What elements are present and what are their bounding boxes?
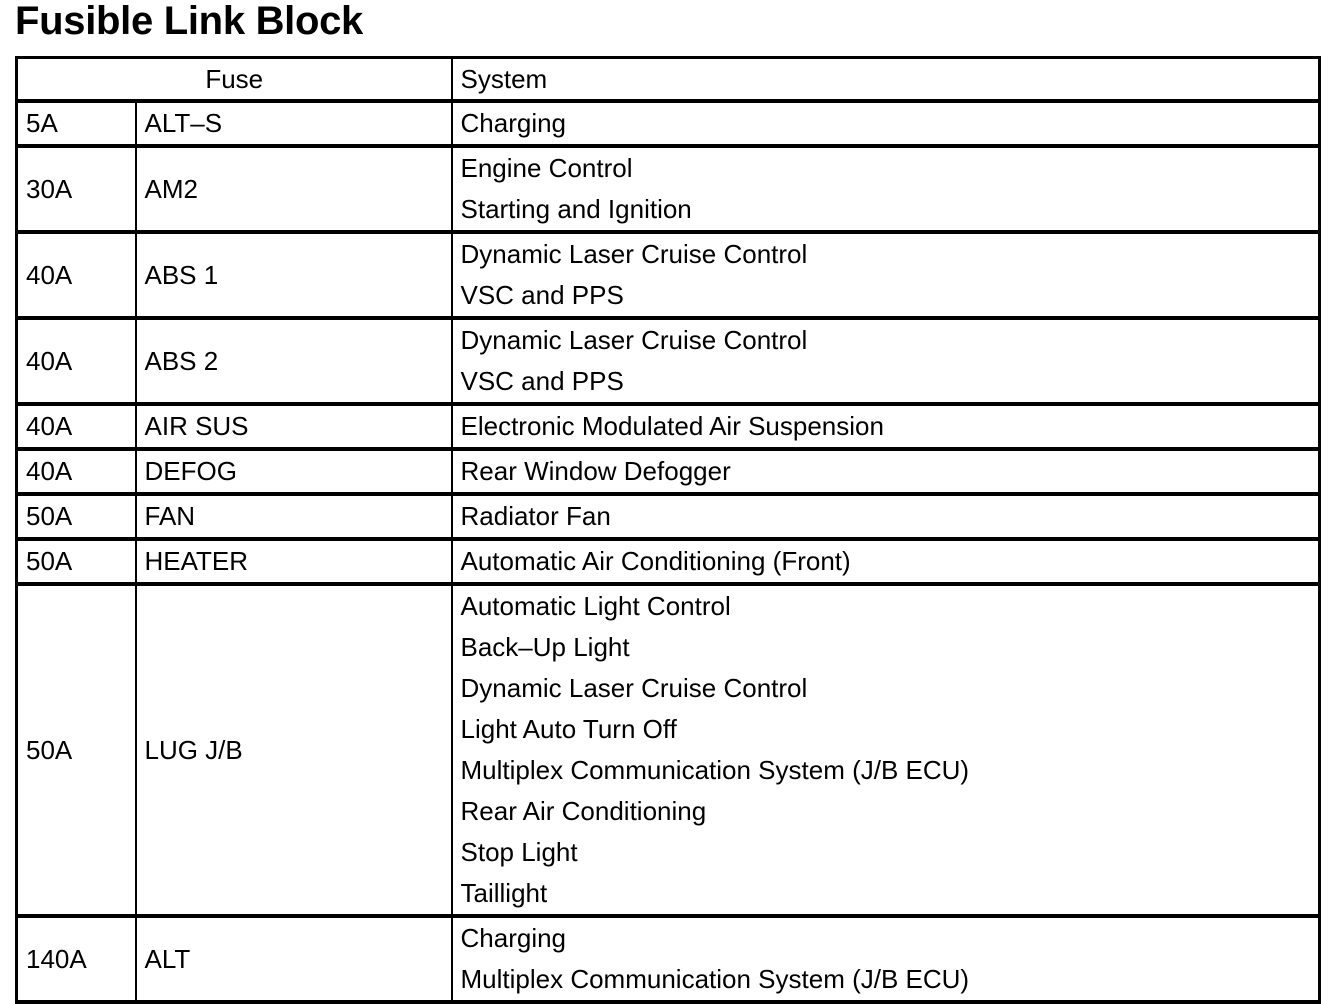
system-cell [452,404,1320,449]
system-item: Light Auto Turn Off [460,714,677,744]
table-row [17,584,1320,916]
system-item: Multiplex Communication System (J/B ECU) [460,755,970,785]
system-cell [452,232,1320,318]
table-row [17,539,1320,584]
system-cell [452,584,1320,916]
fuse-amperage-cell: 50A [17,584,136,916]
system-cell [452,146,1320,232]
system-item: Back–Up Light [460,632,630,662]
system-item: Stop Light [460,837,578,867]
table-row [17,494,1320,539]
system-item: VSC and PPS [460,280,624,310]
fuse-amperage-cell: 140A [17,916,136,1002]
table-row [17,101,1320,146]
table-row [17,318,1320,404]
fuse-amperage-cell: 50A [17,494,136,539]
fuse-name-cell: ALT [136,916,452,1002]
system-item: Automatic Light Control [460,591,731,621]
system-cell [452,494,1320,539]
table-body [17,101,1320,1002]
system-item: Radiator Fan [460,501,611,531]
system-item: Rear Air Conditioning [460,796,707,826]
system-item: Taillight [460,878,548,908]
system-item: Electronic Modulated Air Suspension [460,411,884,441]
fuse-name-cell: LUG J/B [136,584,452,916]
system-item: Dynamic Laser Cruise Control [460,325,808,355]
system-cell [452,318,1320,404]
system-item: Dynamic Laser Cruise Control [460,673,808,703]
table-row [17,404,1320,449]
system-cell [452,539,1320,584]
fuse-name-cell: ABS 1 [136,232,452,318]
system-item: Rear Window Defogger [460,456,731,486]
system-item: Dynamic Laser Cruise Control [460,239,808,269]
fuse-name-cell: AIR SUS [136,404,452,449]
page-title: Fusible Link Block [15,0,363,43]
fuse-name-cell: AM2 [136,146,452,232]
fuse-name-cell: ABS 2 [136,318,452,404]
fuse-amperage-cell: 50A [17,539,136,584]
fuse-amperage-cell: 40A [17,318,136,404]
system-column-header: System [452,58,1320,102]
system-item: Charging [460,108,567,138]
fuse-amperage-cell: 5A [17,101,136,146]
fuse-name-cell: DEFOG [136,449,452,494]
fuse-amperage-cell: 40A [17,232,136,318]
fuse-name-cell: FAN [136,494,452,539]
fuse-column-header: Fuse [17,58,452,102]
fuse-amperage-cell: 40A [17,404,136,449]
system-cell [452,101,1320,146]
table-row [17,916,1320,1002]
system-item: Automatic Air Conditioning (Front) [460,546,851,576]
fuse-amperage-cell: 40A [17,449,136,494]
system-item: VSC and PPS [460,366,624,396]
table-header-row [17,58,1320,102]
system-cell [452,916,1320,1002]
table-row [17,232,1320,318]
system-item: Starting and Ignition [460,194,692,224]
fuse-name-cell: ALT–S [136,101,452,146]
table-row [17,449,1320,494]
system-item: Multiplex Communication System (J/B ECU) [460,964,970,994]
fuse-name-cell: HEATER [136,539,452,584]
system-item: Charging [460,923,567,953]
fuse-amperage-cell: 30A [17,146,136,232]
fusible-link-table [15,56,1321,1004]
table-row [17,146,1320,232]
system-cell [452,449,1320,494]
system-item: Engine Control [460,153,633,183]
